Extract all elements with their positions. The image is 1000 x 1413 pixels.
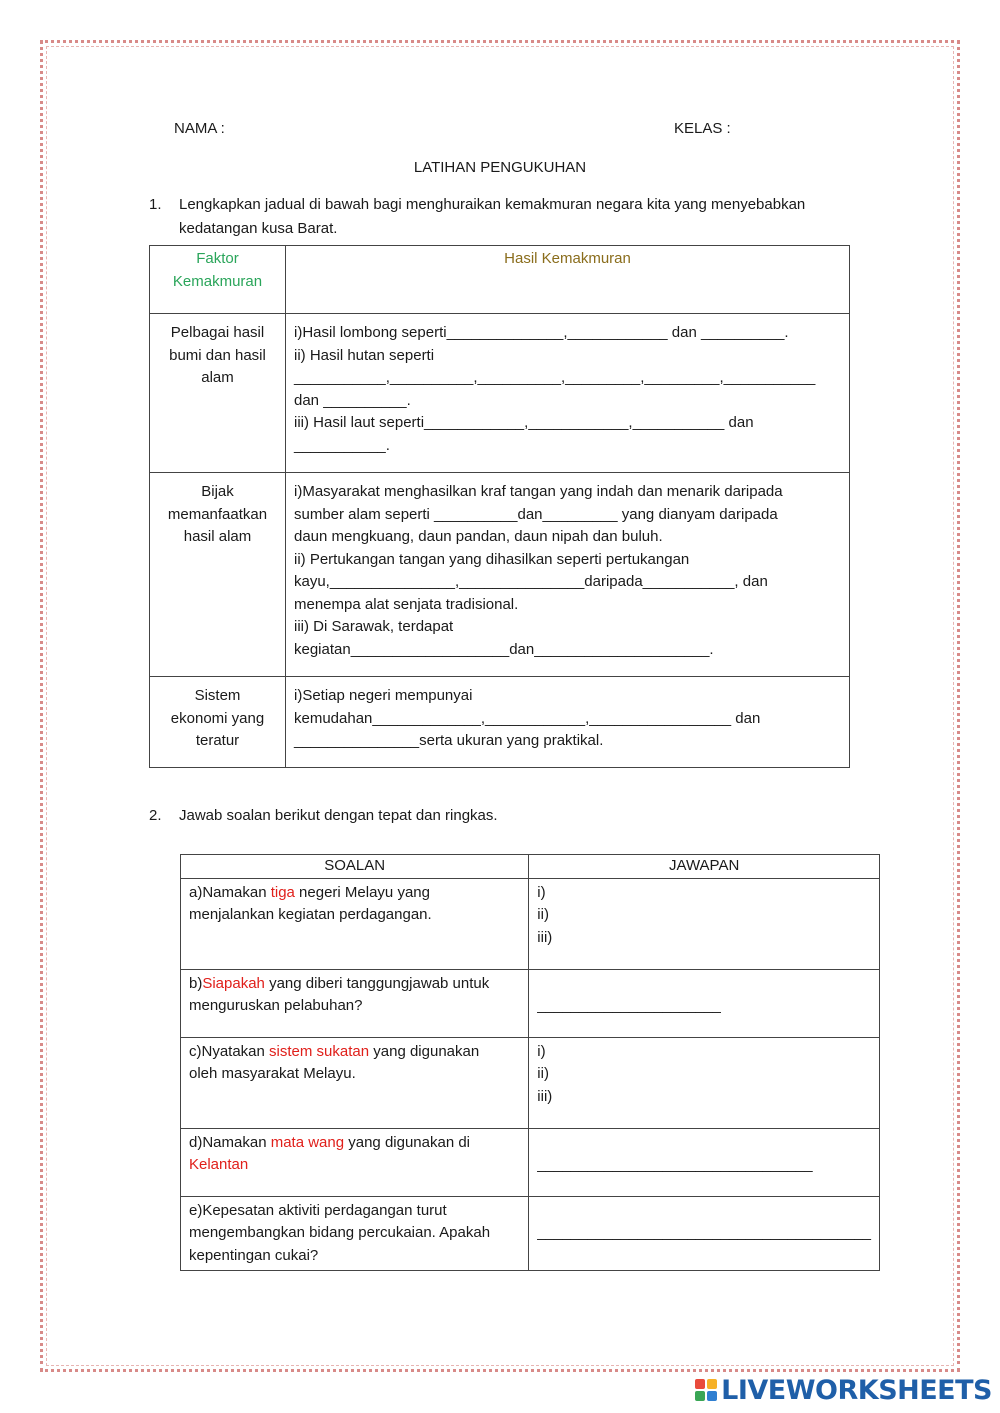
result-line: sumber alam seperti __________dan_________ yang dianyam daripada bbox=[294, 505, 778, 523]
logo-text: LIVEWORKSHEETS bbox=[721, 1374, 992, 1406]
nama-label: NAMA : bbox=[174, 120, 225, 137]
result-line: iii) Hasil laut seperti____________,____________,___________ dan bbox=[294, 414, 754, 431]
factor-text: Sistem bbox=[194, 687, 241, 704]
answer-slot[interactable]: i) bbox=[537, 883, 546, 901]
result-line: kayu,_______________,_______________daripada___________, dan bbox=[294, 573, 768, 590]
header-faktor-line2: Kemakmuran bbox=[172, 272, 263, 290]
liveworksheets-logo[interactable] bbox=[695, 1375, 992, 1405]
factor-cell bbox=[150, 314, 286, 473]
factor-text: bumi dan hasil bbox=[169, 346, 266, 364]
logo-badge-cell bbox=[695, 1379, 705, 1389]
question-highlight: sistem sukatan bbox=[269, 1042, 370, 1060]
q2-table bbox=[180, 854, 880, 1271]
factor-text: Bijak bbox=[201, 483, 234, 500]
question-highlight: Kelantan bbox=[189, 1156, 249, 1173]
factor-text: hasil alam bbox=[183, 528, 252, 545]
result-line: daun mengkuang, daun pandan, daun nipah dan buluh. bbox=[294, 528, 663, 545]
result-cell[interactable] bbox=[286, 314, 850, 473]
question-line bbox=[189, 1041, 520, 1064]
answer-cell[interactable] bbox=[529, 1037, 880, 1128]
question-line: e)Kepesatan aktiviti perdagangan turut bbox=[189, 1201, 447, 1219]
question-line bbox=[189, 973, 520, 996]
result-line: ii) Pertukangan tangan yang dihasilkan seperti pertukangan bbox=[294, 550, 690, 568]
question-cell bbox=[181, 1037, 529, 1128]
question-text: yang digunakan bbox=[369, 1042, 480, 1060]
question-cell bbox=[181, 969, 529, 1037]
q1-row-3 bbox=[150, 677, 850, 768]
question-text: yang diberi tanggungjawab untuk bbox=[264, 974, 490, 992]
result-line: i)Hasil lombong seperti______________,____________ dan __________. bbox=[294, 324, 789, 341]
result-line: iii) Di Sarawak, terdapat bbox=[294, 618, 454, 635]
answer-cell[interactable] bbox=[529, 969, 880, 1037]
result-line: i)Masyarakat menghasilkan kraf tangan yang indah dan menarik daripada bbox=[294, 483, 783, 500]
result-line: kemudahan_____________,____________,_________________ dan bbox=[294, 709, 761, 727]
answer-line[interactable]: _________________________________ bbox=[537, 1155, 813, 1173]
q2-number: 2. bbox=[149, 807, 162, 824]
header-faktor-line1: Faktor bbox=[196, 250, 239, 267]
q2-instruction: Jawab soalan berikut dengan tepat dan ringkas. bbox=[179, 807, 498, 824]
question-text: yang digunakan di bbox=[344, 1133, 471, 1151]
q2-table-header bbox=[181, 855, 880, 879]
kelas-label: KELAS : bbox=[674, 120, 731, 137]
result-line: kegiatan___________________dan_____________________. bbox=[294, 640, 714, 658]
answer-slot[interactable]: iii) bbox=[537, 1087, 553, 1105]
question-line: menjalankan kegiatan perdagangan. bbox=[189, 906, 432, 923]
q2-row-e bbox=[181, 1196, 880, 1271]
question-line: kepentingan cukai? bbox=[189, 1246, 319, 1264]
factor-cell bbox=[150, 473, 286, 677]
result-line: ___________. bbox=[294, 436, 390, 454]
question-cell bbox=[181, 878, 529, 969]
q2-row-c bbox=[181, 1037, 880, 1128]
question-text: b) bbox=[189, 974, 203, 992]
factor-cell bbox=[150, 677, 286, 768]
q1-number: 1. bbox=[149, 196, 162, 213]
question-cell bbox=[181, 1196, 529, 1271]
answer-line[interactable]: ______________________ bbox=[537, 996, 721, 1014]
result-cell[interactable] bbox=[286, 473, 850, 677]
header-hasil-text: Hasil Kemakmuran bbox=[504, 250, 631, 267]
q2-row-d bbox=[181, 1128, 880, 1196]
answer-cell[interactable] bbox=[529, 878, 880, 969]
question-line bbox=[189, 882, 520, 905]
answer-slot[interactable]: ii) bbox=[537, 1065, 549, 1082]
q1-row-1 bbox=[150, 314, 850, 473]
result-line: _______________serta ukuran yang praktikal. bbox=[294, 732, 604, 749]
answer-slot[interactable]: ii) bbox=[537, 906, 549, 923]
answer-slot[interactable]: i) bbox=[537, 1042, 546, 1060]
result-line: ii) Hasil hutan seperti bbox=[294, 346, 435, 364]
factor-text: Pelbagai hasil bbox=[170, 324, 265, 341]
answer-cell[interactable] bbox=[529, 1196, 880, 1271]
q2-row-b bbox=[181, 969, 880, 1037]
page-title: LATIHAN PENGUKUHAN bbox=[413, 159, 587, 176]
logo-badge-icon bbox=[695, 1379, 717, 1401]
header-soalan: SOALAN bbox=[181, 855, 529, 879]
result-cell[interactable] bbox=[286, 677, 850, 768]
factor-text: alam bbox=[201, 369, 234, 386]
question-highlight: Siapakah bbox=[202, 974, 265, 992]
q1-table-header bbox=[150, 246, 850, 314]
answer-line[interactable]: ________________________________________ bbox=[537, 1223, 871, 1241]
header-jawapan: JAWAPAN bbox=[529, 855, 880, 879]
question-line: mengembangkan bidang percukaian. Apakah bbox=[189, 1224, 491, 1241]
logo-badge-cell bbox=[707, 1379, 717, 1389]
question-highlight: tiga bbox=[270, 883, 295, 901]
answer-slot[interactable]: iii) bbox=[537, 928, 553, 946]
result-line: ___________,__________,__________,_________,_________,___________ bbox=[294, 369, 816, 386]
logo-badge-cell bbox=[695, 1391, 705, 1401]
question-text: c)Nyatakan bbox=[189, 1042, 270, 1060]
question-text: negeri Melayu yang bbox=[294, 883, 430, 901]
answer-cell[interactable] bbox=[529, 1128, 880, 1196]
logo-badge-cell bbox=[707, 1391, 717, 1401]
question-cell bbox=[181, 1128, 529, 1196]
q1-row-2 bbox=[150, 473, 850, 677]
q2-row-a bbox=[181, 878, 880, 969]
header-faktor bbox=[150, 246, 286, 314]
result-line: menempa alat senjata tradisional. bbox=[294, 595, 519, 613]
question-line: oleh masyarakat Melayu. bbox=[189, 1065, 356, 1082]
header-hasil bbox=[286, 246, 850, 314]
q1-instruction-line1: Lengkapkan jadual di bawah bagi menghuraikan kemakmuran negara kita yang menyebabkan bbox=[179, 196, 806, 213]
result-line: i)Setiap negeri mempunyai bbox=[294, 687, 473, 704]
factor-text: memanfaatkan bbox=[167, 505, 268, 523]
factor-text: teratur bbox=[195, 732, 240, 749]
q1-instruction-line2: kedatangan kusa Barat. bbox=[179, 220, 338, 237]
factor-text: ekonomi yang bbox=[170, 709, 265, 727]
q1-table bbox=[149, 245, 850, 768]
result-line: dan __________. bbox=[294, 391, 411, 409]
question-line bbox=[189, 1132, 520, 1155]
question-line: menguruskan pelabuhan? bbox=[189, 997, 363, 1014]
question-text: d)Namakan bbox=[189, 1133, 271, 1151]
question-highlight: mata wang bbox=[270, 1133, 345, 1151]
question-text: a)Namakan bbox=[189, 883, 271, 901]
